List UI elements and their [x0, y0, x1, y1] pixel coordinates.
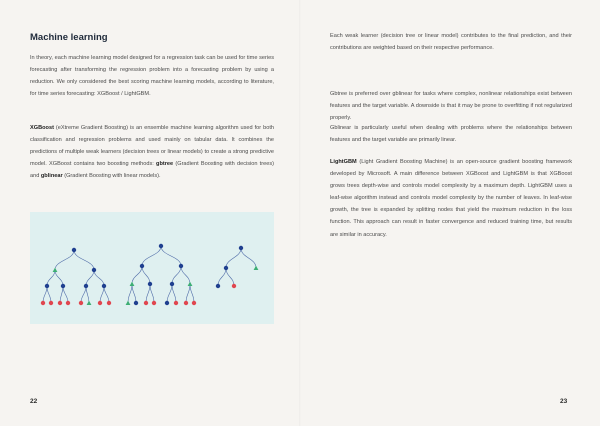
section-title: Machine learning: [30, 32, 108, 43]
xgboost-text-2: (Gradient Boosting with decision trees) and: [30, 161, 274, 180]
tree-1-node: [102, 284, 106, 288]
tree-2-node: [170, 282, 174, 286]
tree-3-branch: [218, 268, 226, 286]
tree-1-branch: [74, 250, 94, 270]
tree-1-branch: [104, 286, 109, 303]
tree-2-branch: [161, 246, 181, 266]
tree-2-leaf: [192, 301, 196, 305]
tree-3-leaf: [254, 266, 259, 270]
tree-3-node: [239, 246, 243, 250]
tree-1-leaf: [58, 301, 62, 305]
tree-2-branch: [172, 284, 176, 303]
tree-1-node: [61, 284, 65, 288]
page-number-left: 22: [30, 398, 38, 405]
tree-2-leaf: [174, 301, 178, 305]
tree-1-branch: [86, 270, 94, 286]
gblinear-paragraph: Gblinear is particularly useful when dealing with problems where the relationships between features and the target variable are primarily linear.: [330, 125, 572, 144]
intro-paragraph: In theory, each machine learning model designed for a regression task can be used for time series forecasting after transforming the regression problem into a forecasting problem by using a reduction. We only considered the best scoring machine learning models, according to literature, for time series forecasting: XGBoost / LightGBM.: [30, 55, 274, 98]
tree-2-branch: [186, 284, 190, 303]
tree-1-branch: [81, 286, 86, 303]
tree-1-leaf: [107, 301, 111, 305]
tree-1-branch: [86, 286, 89, 303]
tree-1-branch: [94, 270, 104, 286]
xgboost-term: XGBoost: [30, 125, 54, 131]
tree-2-leaf: [130, 282, 135, 286]
tree-2-node: [134, 301, 138, 305]
tree-2-branch: [146, 284, 150, 303]
boosted-trees-illustration: [30, 212, 274, 324]
tree-2-branch: [150, 284, 154, 303]
tree-1-leaf: [53, 268, 58, 272]
weak-learner-paragraph: Each weak learner (decision tree or linear model) contributes to the final prediction, and their contributions are weighted based on their respective performance.: [330, 33, 572, 52]
page-number-right: 23: [560, 398, 568, 405]
lightgbm-term: LightGBM: [330, 159, 357, 165]
tree-1-branch: [60, 286, 63, 303]
tree-2-branch: [172, 266, 181, 284]
lightgbm-text: (Light Gradient Boosting Machine) is an open-source gradient boosting framework developed by Microsoft. A main difference between XGBoost and LightGBM is that XGBoost grows trees depth-wise and controls model complexity by a maximum depth. LightGBM uses a leaf-wise algorithm instead and controls model complexity by the number of leaves. In leaf-wise growth, the tree is expanded by splitting nodes that yield the maximum reduction in the loss function. This approach can result in faster convergence and reduced training time, but results are similar in accuracy.: [330, 159, 572, 238]
tree-3-branch: [226, 268, 234, 286]
tree-2-branch: [142, 266, 150, 284]
tree-1-node: [84, 284, 88, 288]
tree-3-node: [224, 266, 228, 270]
tree-2-node: [148, 282, 152, 286]
tree-3-leaf: [232, 284, 236, 288]
tree-1-leaf: [49, 301, 53, 305]
tree-2-node: [165, 301, 169, 305]
tree-2-branch: [142, 246, 161, 266]
tree-2-leaf: [184, 301, 188, 305]
tree-1-branch: [63, 286, 68, 303]
tree-2-leaf: [152, 301, 156, 305]
tree-1-branch: [47, 286, 51, 303]
tree-3-branch: [241, 248, 256, 268]
tree-2-branch: [181, 266, 190, 284]
tree-3-branch: [226, 248, 241, 268]
tree-2-leaf: [144, 301, 148, 305]
xgboost-text-3: (Gradient Boosting with linear models).: [62, 173, 161, 180]
tree-2-branch: [190, 284, 194, 303]
tree-2-leaf: [188, 282, 193, 286]
trees-svg: [30, 212, 274, 324]
tree-2-node: [179, 264, 183, 268]
tree-3-node: [216, 284, 220, 288]
tree-1-branch: [55, 250, 74, 270]
xgboost-paragraph: [30, 122, 274, 182]
tree-1-branch: [47, 270, 55, 286]
tree-2-branch: [132, 284, 136, 303]
tree-1-leaf: [87, 301, 92, 305]
tree-1-leaf: [79, 301, 83, 305]
gblinear-term: gblinear: [40, 173, 63, 180]
xgboost-text-1: (eXtreme Gradient Boosting) is an ensemble machine learning algorithm used for both classification and regression problems and used mainly on tabular data. It combines the predictions of multiple weak learners (decision trees or linear models) to create a strong predictive model. XGBoost contains two boosting methods:: [30, 125, 274, 168]
gbtree-term: gbtree: [156, 161, 174, 168]
tree-1-leaf: [66, 301, 70, 305]
tree-2-node: [159, 244, 163, 248]
tree-2-branch: [132, 266, 142, 284]
tree-2-leaf: [126, 301, 131, 305]
tree-2-branch: [167, 284, 172, 303]
lightgbm-paragraph: [330, 156, 572, 241]
tree-1-branch: [100, 286, 104, 303]
tree-1-branch: [55, 270, 63, 286]
tree-1-node: [92, 268, 96, 272]
tree-1-node: [72, 248, 76, 252]
tree-1-leaf: [41, 301, 45, 305]
tree-2-node: [140, 264, 144, 268]
gbtree-paragraph: Gbtree is preferred over gblinear for tasks where complex, nonlinear relationships exist between features and the target variable. A downside is that it may be prone to overfitting if not regularized properly.: [330, 91, 572, 122]
tree-1-branch: [43, 286, 47, 303]
tree-1-leaf: [98, 301, 102, 305]
tree-1-node: [45, 284, 49, 288]
tree-2-branch: [128, 284, 132, 303]
